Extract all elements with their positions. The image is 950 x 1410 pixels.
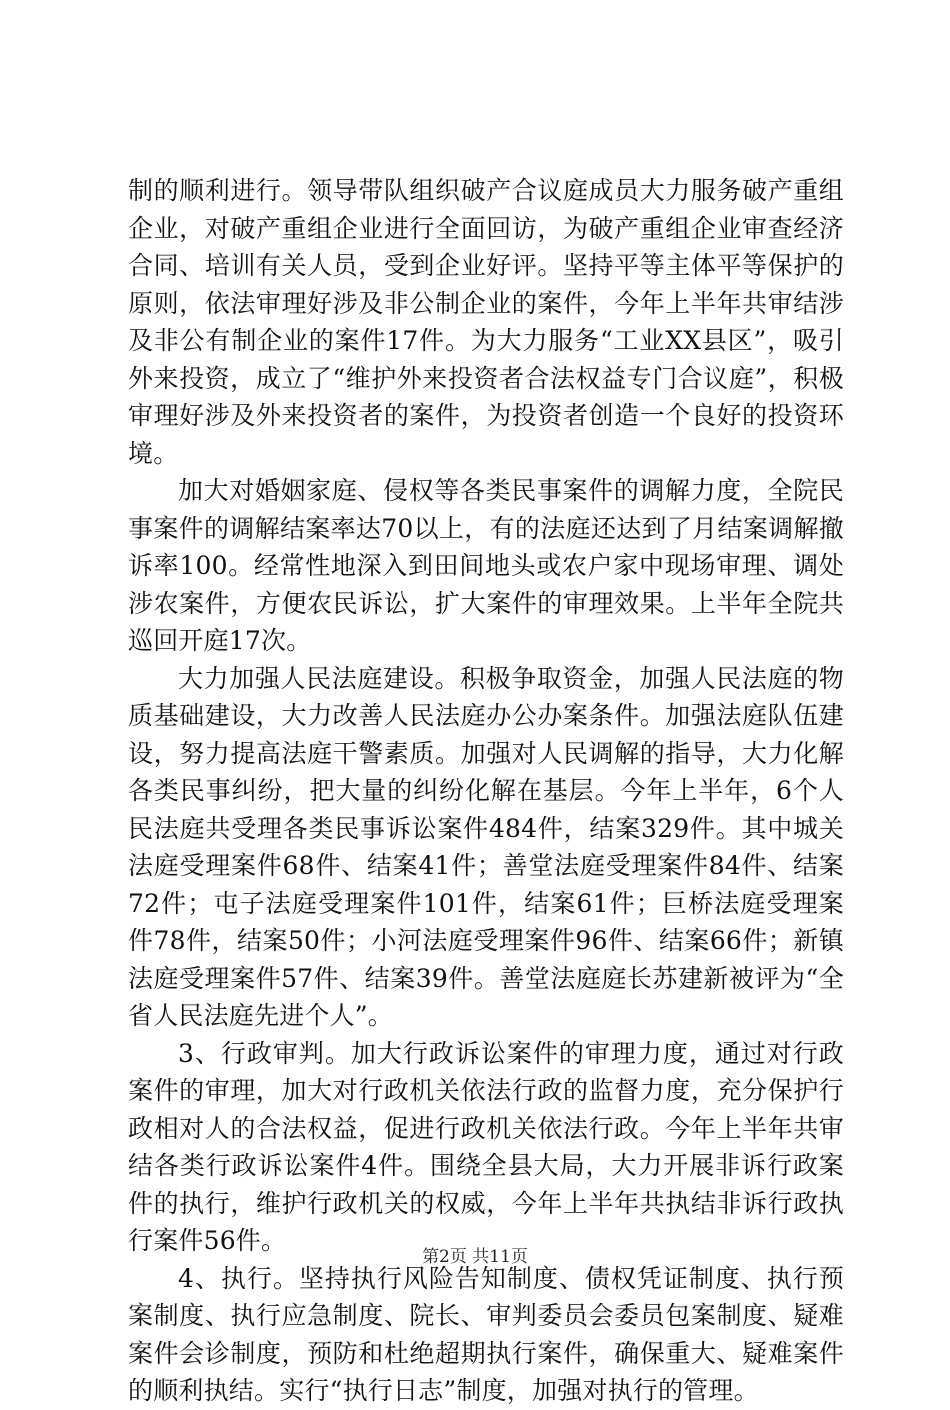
paragraph-1: 制的顺利进行。领导带队组织破产合议庭成员大力服务破产重组企业，对破产重组企业进行全面回访，为破产重组企业审查经济合同、培训有关人员，受到企业好评。坚持平等主体平等保护的原则，依法审理好涉及非公制企业的案件，今年上半年共审结涉及非公有制企业的案件17件。为大力服务“工业XX县区”，吸引外来投资，成立了“维护外来投资者合法权益专门合议庭”，积极审理好涉及外来投资者的案件，为投资者创造一个良好的投资环境。 (128, 176, 844, 468)
paragraph-3: 大力加强人民法庭建设。积极争取资金，加强人民法庭的物质基础建设，大力改善人民法庭办公办案条件。加强法庭队伍建设，努力提高法庭干警素质。加强对人民调解的指导，大力化解各类民事纠纷，把大量的纠纷化解在基层。今年上半年，6个人民法庭共受理各类民事诉讼案件484件，结案329件。其中城关法庭受理案件68件、结案41件；善堂法庭受理案件84件、结案72件；屯子法庭受理案件101件，结案61件；巨桥法庭受理案件78件，结案50件；小河法庭受理案件96件、结案66件；新镇法庭受理案件57件、结案39件。善堂法庭庭长苏建新被评为“全省人民法庭先进个人”。 (128, 663, 844, 1030)
page-number-footer: 第2页 共11页 (422, 1247, 528, 1267)
paragraph-5: 4、执行。坚持执行风险告知制度、债权凭证制度、执行预案制度、执行应急制度、院长、审判委员会委员包案制度、疑难案件会诊制度，预防和杜绝超期执行案件，确保重大、疑难案件的顺利执结。实行“执行日志”制度，加强对执行的管理。 (128, 1263, 844, 1405)
document-body (128, 172, 844, 1410)
paragraph-4: 3、行政审判。加大行政诉讼案件的审理力度，通过对行政案件的审理，加大对行政机关依法行政的监督力度，充分保护行政相对人的合法权益，促进行政机关依法行政。今年上半年共审结各类行政诉讼案件4件。围绕全县大局，大力开展非诉行政案件的执行，维护行政机关的权威，今年上半年共执结非诉行政执行案件56件。 (128, 1038, 844, 1255)
paragraph-2: 加大对婚姻家庭、侵权等各类民事案件的调解力度，全院民事案件的调解结案率达70以上，有的法庭还达到了月结案调解撤诉率100。经常性地深入到田间地头或农户家中现场审理、调处涉农案件，方便农民诉讼，扩大案件的审理效果。上半年全院共巡回开庭17次。 (128, 476, 844, 655)
